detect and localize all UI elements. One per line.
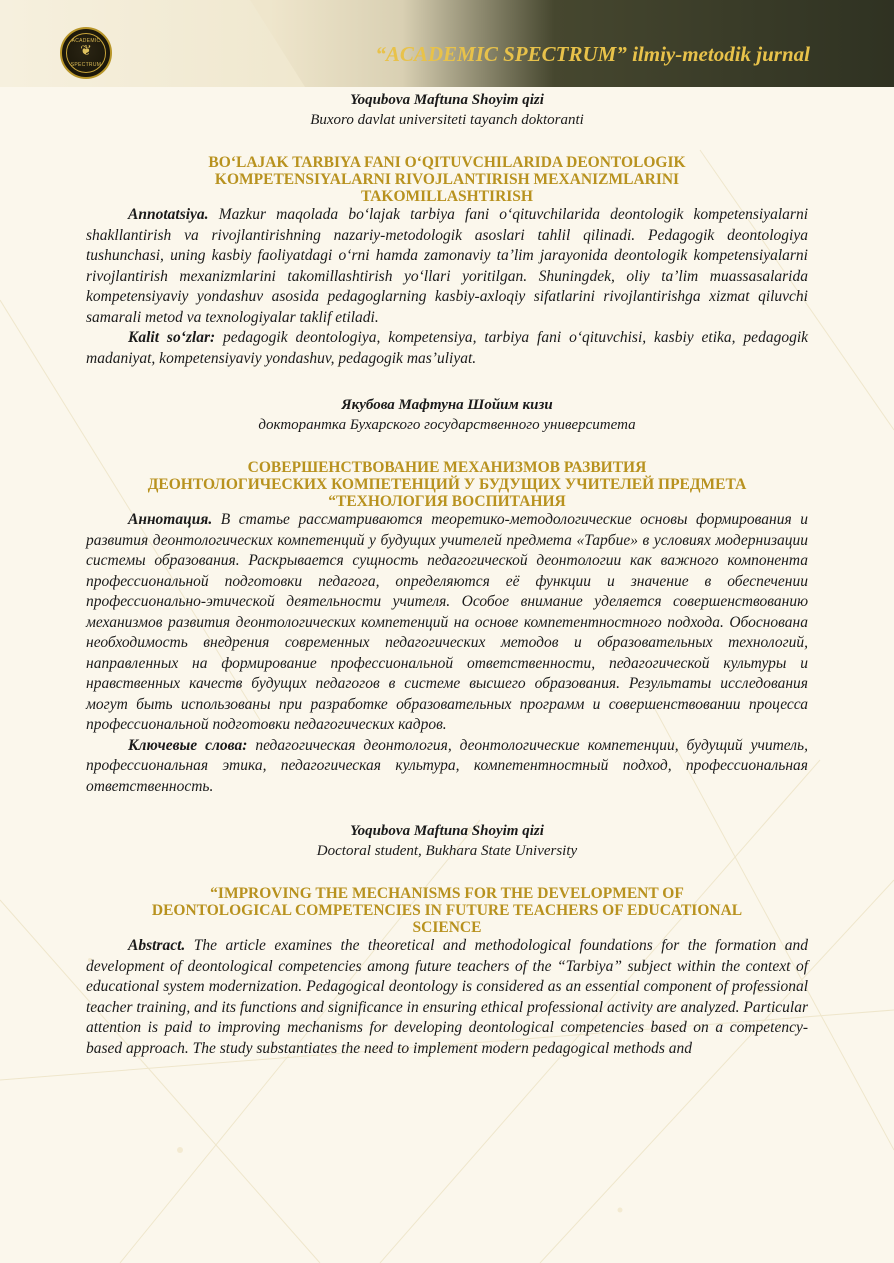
abstract-paragraph: [86, 510, 808, 736]
keywords-text: pedagogik deontologiya, kompetensiya, tarbiya fani o‘qituvchisi, kasbiy etika, pedagogik madaniyat, kompetensiyaviy yondashuv, pedagogik mas’uliyat.: [86, 329, 808, 367]
article-title: [86, 459, 808, 510]
abstract-text: The article examines the theoretical and methodological foundations for the formation and development of deontological competencies among future teachers of the “Tarbiya” subject within the context of educational system modernization. Pedagogical deontology is considered as an essential component of professional teacher training, and its functions and significance in ensuring ethical professional activity are analyzed. Particular attention is paid to improving mechanisms for developing deontological competencies based on a competency-based approach. The study substantiates the need to implement modern pedagogical methods and: [86, 937, 808, 1057]
author-name: Якубова Мафтуна Шойим кизи: [341, 397, 553, 413]
article-title: [86, 154, 808, 205]
abstract-label: Аннотация.: [128, 511, 213, 528]
keywords-label: Ключевые слова:: [128, 736, 248, 754]
keywords-text: педагогическая деонтология, деонтологические компетенции, будущий учитель, профессиональная этика, педагогическая культура, компетентностный подход, профессиональная ответственность.: [86, 736, 808, 795]
author-name: Yoqubova Maftuna Shoyim qizi: [350, 823, 544, 839]
title-line: KOMPETENSIYALARNI RIVOJLANTIRISH MEXANIZMLARINI: [214, 171, 680, 188]
keywords-paragraph: [86, 328, 808, 369]
title-line: “ТЕХНОЛОГИЯ ВОСПИТАНИЯ: [328, 493, 566, 510]
title-line: ДЕОНТОЛОГИЧЕСКИХ КОМПЕТЕНЦИЙ У БУДУЩИХ УЧИТЕЛЕЙ ПРЕДМЕТА: [147, 476, 747, 493]
author-affiliation: докторантка Бухарского государственного университета: [258, 417, 636, 433]
title-line: СОВЕРШЕНСТВОВАНИЕ МЕХАНИЗМОВ РАЗВИТИЯ: [247, 459, 647, 476]
article-content: [86, 90, 808, 1059]
journal-logo: [60, 27, 112, 79]
title-line: BO‘LAJAK TARBIYA FANI O‘QITUVCHILARIDA DEONTOLOGIK: [208, 154, 686, 171]
author-name: Yoqubova Maftuna Shoyim qizi: [350, 92, 544, 108]
abstract-paragraph: [86, 936, 808, 1059]
logo-top-text: ACADEMIC: [71, 38, 101, 44]
journal-header: [0, 0, 894, 87]
section-english: [86, 821, 808, 1059]
keywords-paragraph: [86, 736, 808, 798]
article-title: [86, 885, 808, 936]
title-line: “IMPROVING THE MECHANISMS FOR THE DEVELOPMENT OF: [210, 885, 684, 902]
section-uzbek: [86, 90, 808, 369]
title-line: TAKOMILLASHTIRISH: [361, 188, 533, 205]
abstract-label: Abstract.: [128, 937, 186, 954]
abstract-label: Annotatsiya.: [128, 206, 209, 223]
title-line: SCIENCE: [412, 919, 482, 936]
book-emblem-icon: ❦: [80, 44, 92, 59]
logo-bottom-text: SPECTRUM: [70, 62, 102, 68]
abstract-text: В статье рассматриваются теоретико-методологические основы формирования и развития деонтологических компетенций у будущих учителей предмета «Тарбие» в условиях модернизации системы образования. Раскрывается сущность педагогической деонтологии как важного компонента профессиональной подготовки педагога, определяются её функции и значение в обеспечении профессионально-этической деятельности учителя. Особое внимание уделяется совершенствованию механизмов развития деонтологических компетенций на основе компетентностного подхода. Обоснована необходимость внедрения современных педагогических методов и образовательных технологий, направленных на формирование профессиональной ответственности, педагогической культуры и нравственных качеств будущих педагогов в системе высшего образования. Результаты исследования могут быть использованы при разработке образовательных программ и совершенствовании процесса профессиональной подготовки педагогических кадров.: [86, 511, 808, 733]
keywords-label: Kalit so‘zlar:: [128, 329, 216, 346]
journal-title: “ACADEMIC SPECTRUM” ilmiy-metodik jurnal: [375, 42, 810, 66]
author-affiliation: Buxoro davlat universiteti tayanch doktoranti: [310, 112, 584, 128]
abstract-paragraph: [86, 205, 808, 328]
abstract-text: Mazkur maqolada bo‘lajak tarbiya fani o‘qituvchilarida deontologik kompetensiyalarni shakllantirish va rivojlantirishning nazariy-metodologik asoslari tahlil qilinadi. Pedagogik deontologiya tushunchasi, uning kasbiy faoliyatdagi o‘rni hamda zamonaviy ta’lim jarayonida deontologik kompetensiyalarni rivojlantirish mexanizmlarini takomillashtirish yo‘llari yoritilgan. Shuningdek, oliy ta’lim muassasalarida kompetensiyaviy yondashuv asosida pedagoglarning kasbiy-axloqiy sifatlarini rivojlantirishga xizmat qiluvchi samarali metod va texnologiyalar taklif etiladi.: [86, 206, 808, 326]
title-line: DEONTOLOGICAL COMPETENCIES IN FUTURE TEACHERS OF EDUCATIONAL: [151, 902, 743, 919]
section-russian: [86, 395, 808, 797]
author-affiliation: Doctoral student, Bukhara State University: [316, 843, 578, 859]
